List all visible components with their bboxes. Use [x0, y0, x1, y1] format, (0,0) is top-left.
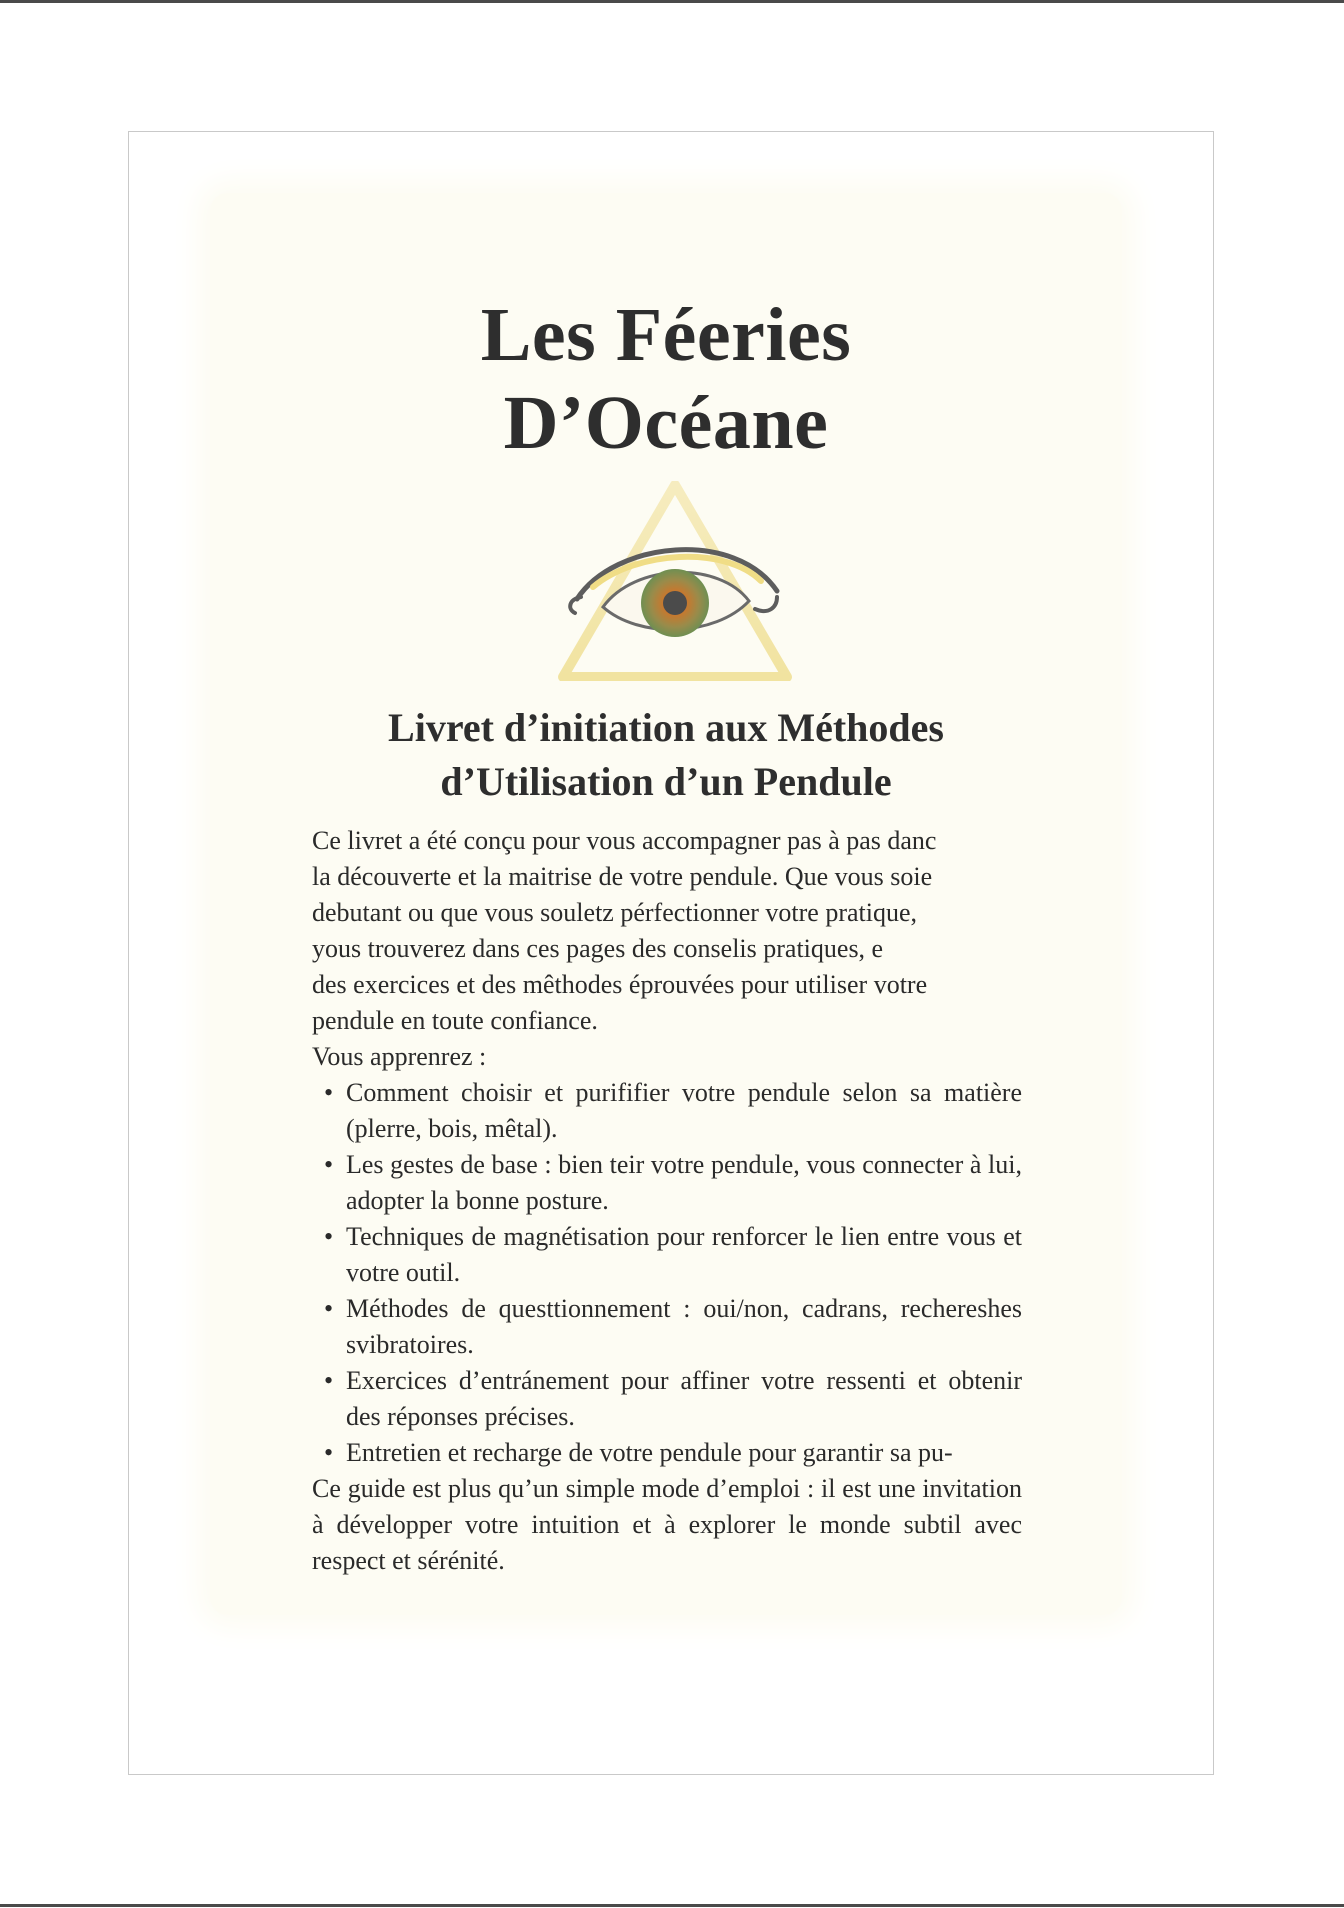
- intro-line: des exercices et des mêthodes éprouvées pour utiliser votre: [312, 970, 928, 999]
- list-item: • Entretien et recharge de votre pendule pour garantir sa pu-: [312, 1435, 1022, 1471]
- list-item: • Exercices d’entránement pour affiner votre ressenti et obtenir des réponses précises.: [312, 1363, 1022, 1435]
- intro-line: pendule en toute confiance.: [312, 1006, 598, 1035]
- closing-paragraph: Ce guide est plus qu’un simple mode d’emploi : il est une invitation à développer votre intuition et à explorer le monde subtil avec respect et sérénité.: [312, 1474, 1022, 1575]
- subtitle: [210, 701, 1122, 809]
- title-line-2: D’Océane: [503, 381, 829, 465]
- list-item: • Les gestes de base : bien teir votre pendule, vous connecter à lui, adopter la bonne posture.: [312, 1147, 1022, 1219]
- title-line-1: Les Féeries: [480, 293, 852, 377]
- intro-line: la découverte et la maitrise de votre pendule. Que vous soie: [312, 862, 933, 891]
- content-panel: [210, 193, 1122, 1615]
- top-rule: [0, 0, 1344, 3]
- intro-line: Ce livret a été conçu pour vous accompagner pas à pas danc: [312, 826, 937, 855]
- body-text: [312, 823, 1022, 1579]
- intro-line: debutant ou que vous souletz pérfectionner votre pratique,: [312, 898, 918, 927]
- list-item: • Comment choisir et purififier votre pendule selon sa matière (plerre, bois, mêtal).: [312, 1075, 1022, 1147]
- list-item: • Méthodes de questtionnement : oui/non, cadrans, rechereshes svibratoires.: [312, 1291, 1022, 1363]
- subtitle-line-1: Livret d’initiation aux Méthodes: [388, 705, 944, 750]
- bottom-rule: [0, 1904, 1344, 1907]
- subtitle-line-2: d’Utilisation d’un Pendule: [440, 759, 892, 804]
- page-title: [210, 291, 1122, 467]
- intro-line: yous trouverez dans ces pages des conselis pratiques, e: [312, 934, 884, 963]
- eye-in-triangle-icon: [555, 481, 795, 681]
- intro-paragraph: [312, 823, 1022, 1039]
- learn-list: [312, 1075, 1022, 1471]
- learn-heading: Vous apprenrez :: [312, 1042, 487, 1071]
- list-item: • Techniques de magnétisation pour renforcer le lien entre vous et votre outil.: [312, 1219, 1022, 1291]
